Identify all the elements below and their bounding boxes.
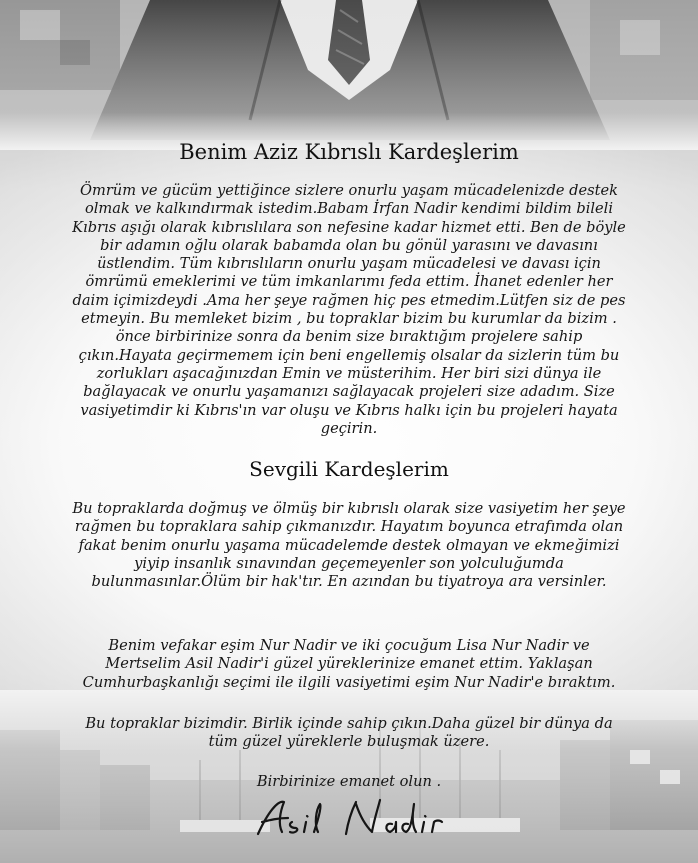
handwritten-signature [248,792,448,842]
paragraph-main: Ömrüm ve gücüm yettiğince sizlere onurlu yaşam mücadelenizde destek olmak ve kalkındırmak istedim.Babam İrfan Nadir kendimi bildim bileli Kıbrıs aşığı olarak kıbrıslılara son nefesine kadar hizmet etti. Ben de böyle bir adamın oğlu olarak babamda olan bu gönül yarasını ve davasını üstlendim. Tüm kıbrıslıların onurlu yaşam mücadelesi ve davası için ömrümü emeklerimi ve tüm imkanlarımı feda ettim. İhanet edenler her daim içimizdeydi .Ama her şeye rağmen hiç pes etmedim.Lütfen siz de pes etmeyin. Bu memleket bizim , bu topraklar bizim bu kurumlar da bizim . önce birbirinize sonra da benim size bıraktığım projelere sahip çıkın.Hayata geçirmemem için beni engellemiş olsalar da sizlerin tüm bu zorlukları aşacağınızdan Emin ve müsterihim. Her biri sizi dünya ile bağlayacak ve onurlu yaşamanızı sağlayacak projeleri size adadım. Size vasiyetimdir ki Kıbrıs'ın var oluşu ve Kıbrıs halkı için bu projeleri hayata geçirin. [72,182,626,437]
paragraph-will: Bu topraklarda doğmuş ve ölmüş bir kıbrıslı olarak size vasiyetim her şeye rağmen bu topraklara sahip çıkmanızdır. Hayatım boyunca etrafımda olan fakat benim onurlu yaşama mücadelemde destek olmayan ve ekmeğimizi yiyip insanlık sınavından geçemeyenler son yolculuğumda bulunmasınlar.Ölüm bir hak'tır. En azından bu tiyatroya ara versinler. [72,500,626,591]
letter-subheading: Sevgili Kardeşlerim [249,457,449,481]
paragraph-unity: Bu topraklar bizimdir. Birlik içinde sahip çıkın.Daha güzel bir dünya da tüm güzel yüreklerle buluşmak üzere. [85,715,613,751]
paragraph-family: Benim vefakar eşim Nur Nadir ve iki çocuğum Lisa Nur Nadir ve Mertselim Asil Nadir'i güzel yüreklerinize emanet ettim. Yaklaşan Cumhurbaşkanlığı seçimi ile ilgili vasiyetimi eşim Nur Nadir'e bıraktım. [82,637,616,691]
closing-line: Birbirinize emanet olun . [256,773,442,790]
letter-heading: Benim Aziz Kıbrıslı Kardeşlerim [179,140,519,164]
